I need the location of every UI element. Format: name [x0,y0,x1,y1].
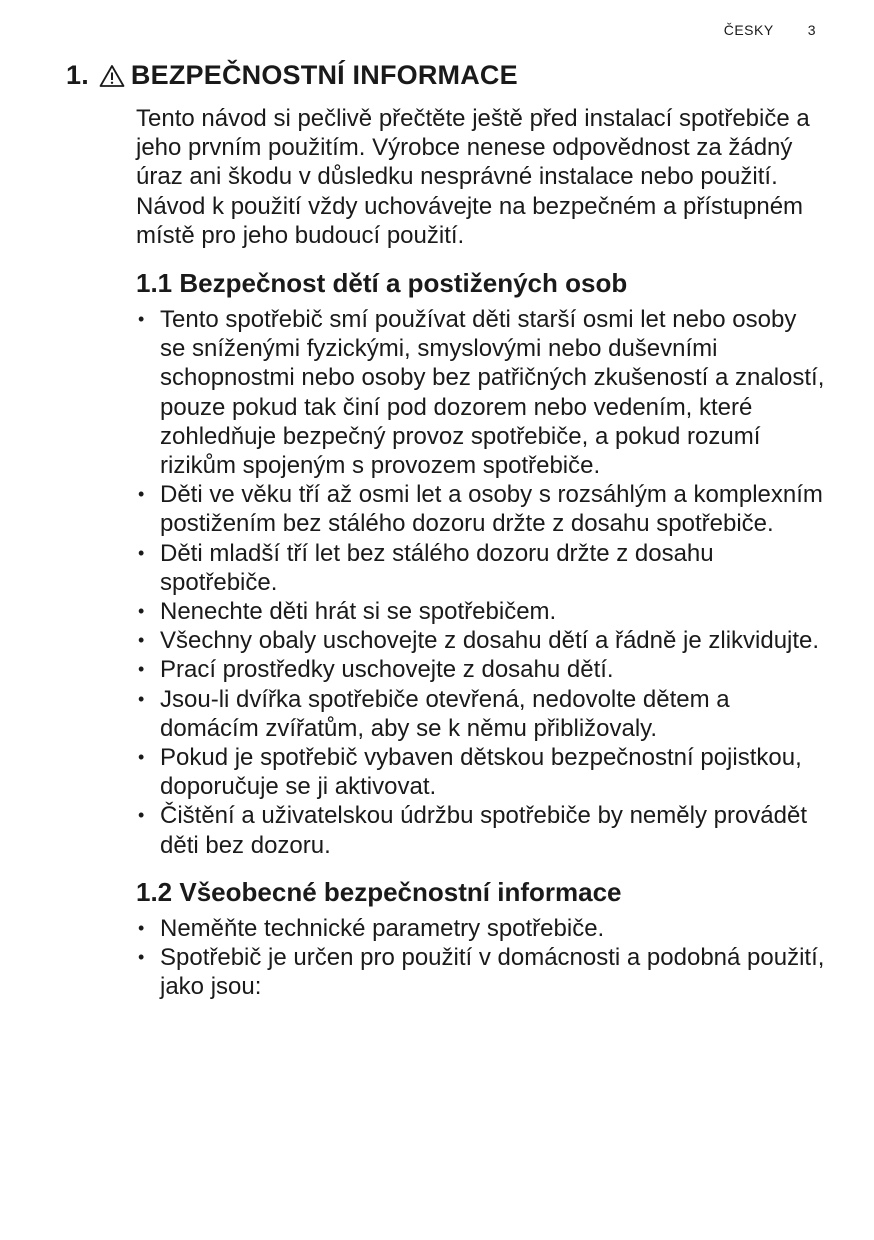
bullet-icon: • [138,542,145,563]
list-item-text: Všechny obaly uschovejte z dosahu dětí a řádně je zlikvidujte. [160,627,820,655]
list-item-text: Děti mladší tří let bez stálého dozoru držte z dosahu spotřebiče. [160,539,714,596]
chapter-number: 1. [66,60,89,90]
chapter-title [66,60,518,91]
bullet-icon: • [138,947,145,968]
page-number: 3 [807,22,816,38]
section-2-title: 1.2 Všeobecné bezpečnostní informace [136,876,622,907]
list-item-text: Spotřebič je určen pro použití v domácnosti a podobná použití, jako jsou: [160,944,825,1001]
bullet-icon: • [138,805,145,826]
bullet-icon: • [138,309,145,330]
section-2-list [136,914,826,1002]
bullet-icon: • [138,601,145,622]
list-item-text: Neměňte technické parametry spotřebiče. [160,914,605,942]
list-item [136,626,826,655]
bullet-icon: • [138,484,145,505]
list-item [136,801,826,859]
chapter-title-text: BEZPEČNOSTNÍ INFORMACE [130,60,518,90]
list-item [136,914,826,943]
list-item [136,943,826,1001]
list-item-text: Prací prostředky uschovejte z dosahu dětí. [160,656,614,684]
list-item-text: Děti ve věku tří až osmi let a osoby s rozsáhlým a komplexním postižením bez stálého dozoru držte z dosahu spotřebiče. [160,481,823,538]
list-item [136,305,826,480]
header-language: ČESKY [723,22,774,38]
list-item-text: Tento spotřebič smí používat děti starší osmi let nebo osoby se sníženými fyzickými, smyslovými nebo duševními schopnostmi nebo osoby bez patřičných zkušeností a znalostí, pouze pokud tak činí pod dozorem nebo vedením, které zohledňuje bezpečný provoz spotřebiče, a pokud rozumí rizikům spojeným s provozem spotřebiče. [160,306,825,480]
list-item [136,539,826,597]
bullet-icon: • [138,747,145,768]
bullet-icon: • [138,917,145,938]
bullet-icon: • [138,688,145,709]
content [136,104,826,1001]
list-item [136,685,826,743]
section-1-title: 1.1 Bezpečnost dětí a postižených osob [136,268,628,299]
list-item-text: Čištění a uživatelskou údržbu spotřebiče by neměly provádět děti bez dozoru. [160,802,808,859]
list-item [136,480,826,538]
bullet-icon: • [138,659,145,680]
list-item-text: Nenechte děti hrát si se spotřebičem. [160,598,557,626]
list-item [136,655,826,684]
list-item [136,743,826,801]
intro-paragraph: Tento návod si pečlivě přečtěte ještě před instalací spotřebiče a jeho prvním použitím. Výrobce nenese odpovědnost za žádný úraz ani škodu v důsledku nesprávné instalace nebo použití. Návod k použití vždy uchovávejte na bezpečném a přístupném místě pro jeho budoucí použití. [136,105,810,249]
list-item-text: Pokud je spotřebič vybaven dětskou bezpečnostní pojistkou, doporučuje se ji aktivovat. [160,744,802,801]
warning-triangle-icon [99,64,125,88]
list-item [136,597,826,626]
list-item-text: Jsou-li dvířka spotřebiče otevřená, nedovolte dětem a domácím zvířatům, aby se k němu přibližovaly. [160,685,730,742]
page-header [724,22,816,38]
section-1-list [136,305,826,860]
bullet-icon: • [138,630,145,651]
